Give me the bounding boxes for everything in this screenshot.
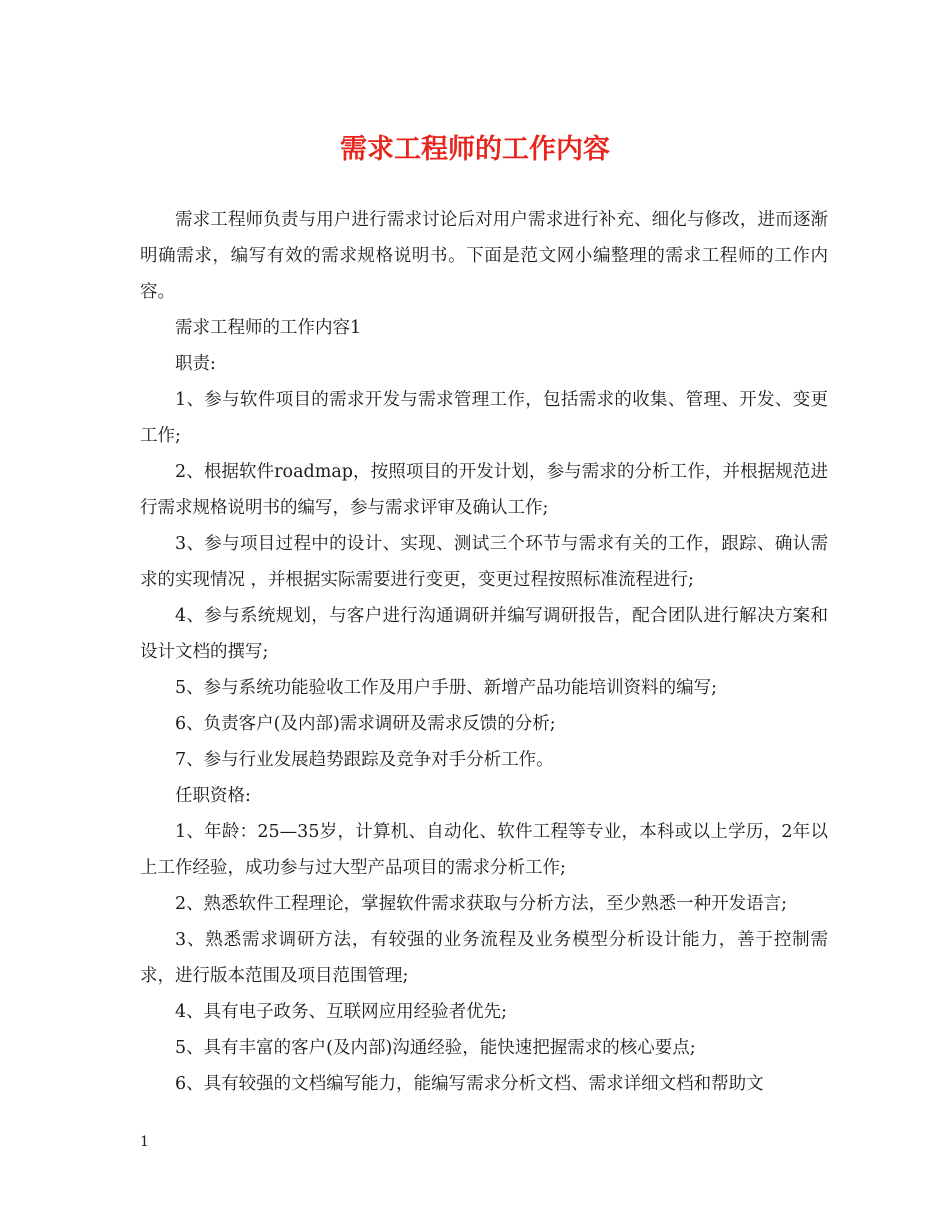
qualification-item: 3、熟悉需求调研方法，有较强的业务流程及业务模型分析设计能力，善于控制需求，进行版本范围及项目范围管理; [140,930,828,986]
duty-item: 1、参与软件项目的需求开发与需求管理工作，包括需求的收集、管理、开发、变更工作; [140,390,828,446]
document-title: 需求工程师的工作内容 [340,134,610,165]
qualification-item: 2、熟悉软件工程理论，掌握软件需求获取与分析方法，至少熟悉一种开发语言; [175,894,788,914]
qualification-item: 1、年龄：25—35岁，计算机、自动化、软件工程等专业，本科或以上学历，2年以上工作经验，成功参与过大型产品项目的需求分析工作; [140,822,828,878]
section-heading: 需求工程师的工作内容1 [175,318,362,338]
duty-item: 5、参与系统功能验收工作及用户手册、新增产品功能培训资料的编写; [175,678,718,698]
page-number: 1 [140,1134,149,1150]
qualification-item: 6、具有较强的文档编写能力，能编写需求分析文档、需求详细文档和帮助文 [175,1074,764,1094]
document-body [140,202,828,1102]
qualification-item: 5、具有丰富的客户(及内部)沟通经验，能快速把握需求的核心要点; [175,1038,696,1058]
duty-item: 7、参与行业发展趋势跟踪及竞争对手分析工作。 [175,750,554,770]
duty-item: 4、参与系统规划，与客户进行沟通调研并编写调研报告，配合团队进行解决方案和设计文档的撰写; [140,606,828,662]
qualifications-label: 任职资格: [175,786,251,806]
intro-paragraph: 需求工程师负责与用户进行需求讨论后对用户需求进行补充、细化与修改，进而逐渐明确需求，编写有效的需求规格说明书。下面是范文网小编整理的需求工程师的工作内容。 [140,210,828,302]
duties-label: 职责: [175,354,216,374]
duty-item: 3、参与项目过程中的设计、实现、测试三个环节与需求有关的工作，跟踪、确认需求的实现情况 ，并根据实际需要进行变更，变更过程按照标准流程进行; [140,534,828,590]
qualification-item: 4、具有电子政务、互联网应用经验者优先; [175,1002,508,1022]
duty-item: 6、负责客户(及内部)需求调研及需求反馈的分析; [175,714,556,734]
duty-item: 2、根据软件roadmap，按照项目的开发计划，参与需求的分析工作，并根据规范进行需求规格说明书的编写，参与需求评审及确认工作; [140,462,828,518]
